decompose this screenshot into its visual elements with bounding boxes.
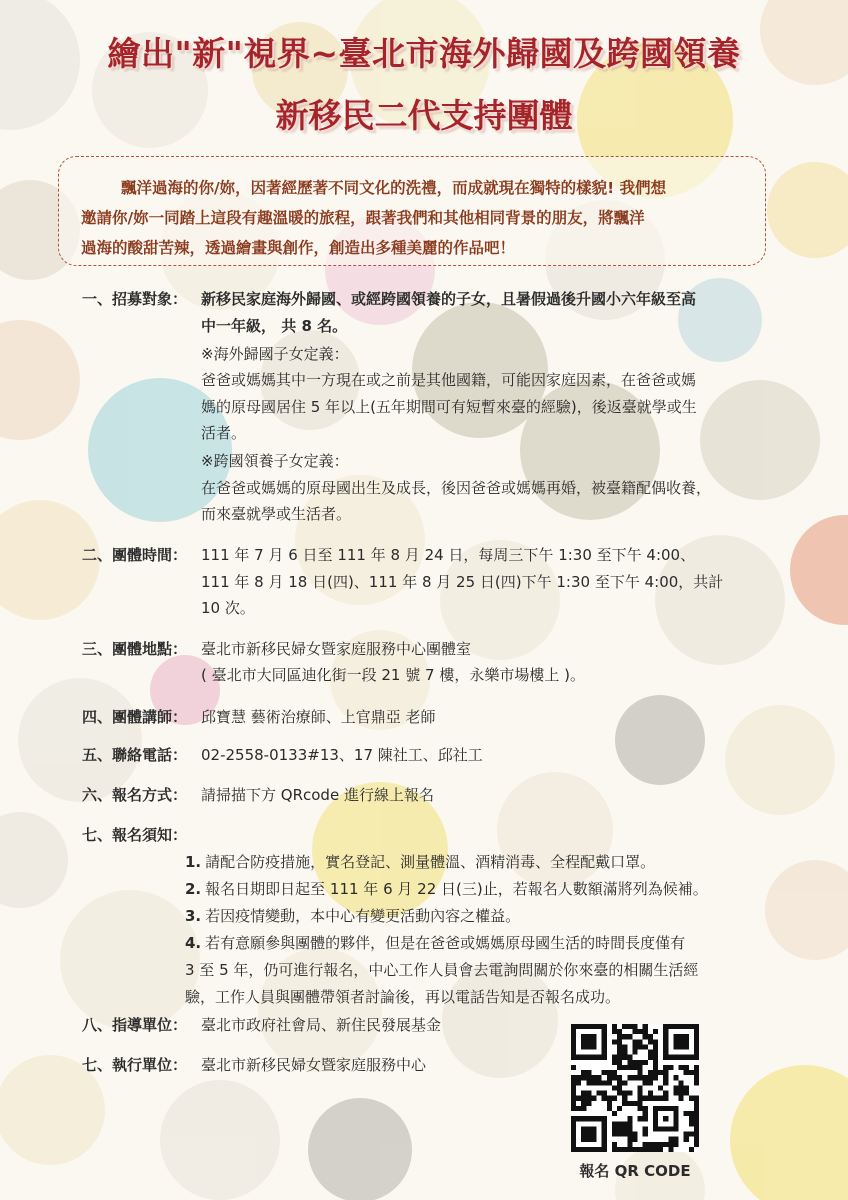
signup-value: 請掃描下方 QRcode 進行線上報名 <box>201 786 434 804</box>
time-line-2: 111 年 8 月 18 日(四)、111 年 8 月 25 日(四)下午 1:30 至下午 4:00，共計 <box>201 573 724 591</box>
intro-line-2: 邀請你/妳一同踏上這段有趣溫暖的旅程，跟著我們和其他相同背景的朋友，將飄洋 <box>81 209 645 227</box>
recruit-def1-line-1: 爸爸或媽媽其中一方現在或之前是其他國籍，可能因家庭因素，在爸爸或媽 <box>201 371 697 389</box>
notice-item-4: 4. 若有意願參與團體的夥伴，但是在爸爸或媽媽原母國生活的時間長度僅有 <box>185 934 686 952</box>
notice-item-2: 2. 報名日期即日起至 111 年 6 月 22 日(三)止，若報名人數額滿將列為候補。 <box>185 880 708 898</box>
recruit-def1-title: ※海外歸國子女定義： <box>201 345 349 363</box>
notice-item-4-line-3: 驗，工作人員與團體帶領者討論後，再以電話告知是否報名成功。 <box>185 988 621 1006</box>
lecturer-label: 四、團體講師： <box>82 708 188 726</box>
signup-label: 六、報名方式： <box>82 786 188 804</box>
lecturer-value: 邱寶慧 藝術治療師、上官鼎亞 老師 <box>201 708 436 726</box>
executor-label: 七、執行單位： <box>82 1056 188 1074</box>
recruit-def1-line-3: 活者。 <box>201 424 247 442</box>
recruit-label: 一、招募對象： <box>82 290 188 308</box>
phone-value: 02-2558-0133#13、17 陳社工、邱社工 <box>201 746 483 764</box>
page-subtitle: 新移民二代支持團體 <box>275 96 573 135</box>
notice-item-3: 3. 若因疫情變動，本中心有變更活動內容之權益。 <box>185 907 521 925</box>
time-line-3: 10 次。 <box>201 599 255 617</box>
page-title: 繪出"新"視界~臺北市海外歸國及跨國領養 <box>107 34 741 73</box>
intro-line-1: 飄洋過海的你/妳，因著經歷著不同文化的洗禮，而成就現在獨特的樣貌! 我們想 <box>121 179 667 197</box>
place-line-1: 臺北市新移民婦女暨家庭服務中心團體室 <box>201 640 472 658</box>
recruit-def2-line-1: 在爸爸或媽媽的原母國出生及成長，後因爸爸或媽媽再婚，被臺籍配偶收養， <box>201 479 712 497</box>
qr-code-icon[interactable] <box>571 1024 699 1152</box>
intro-line-3: 過海的酸甜苦辣，透過繪畫與創作，創造出多種美麗的作品吧！ <box>81 239 516 257</box>
qr-code-label: 報名 QR CODE <box>579 1162 691 1180</box>
guidance-label: 八、指導單位： <box>82 1016 188 1034</box>
intro-box <box>58 156 766 266</box>
recruit-line-2: 中一年級， 共 8 名。 <box>201 317 348 335</box>
place-label: 三、團體地點： <box>82 640 188 658</box>
notice-item-1: 1. 請配合防疫措施，實名登記、測量體溫、酒精消毒、全程配戴口罩。 <box>185 853 656 871</box>
time-line-1: 111 年 7 月 6 日至 111 年 8 月 24 日，每周三下午 1:30 至下午 4:00、 <box>201 546 696 564</box>
notice-label: 七、報名須知： <box>82 826 188 844</box>
notice-item-4-line-2: 3 至 5 年，仍可進行報名，中心工作人員會去電詢問關於你來臺的相關生活經 <box>185 961 699 979</box>
place-line-2: ( 臺北市大同區迪化街一段 21 號 7 樓，永樂市場樓上 )。 <box>201 666 585 684</box>
time-label: 二、團體時間： <box>82 546 188 564</box>
recruit-line-1: 新移民家庭海外歸國、或經跨國領養的子女，且暑假過後升國小六年級至高 <box>201 290 697 308</box>
recruit-def1-line-2: 媽的原母國居住 5 年以上(五年期間可有短暫來臺的經驗)，後返臺就學或生 <box>201 398 697 416</box>
guidance-value: 臺北市政府社會局、新住民發展基金 <box>201 1016 442 1034</box>
executor-value: 臺北市新移民婦女暨家庭服務中心 <box>201 1056 427 1074</box>
recruit-def2-line-2: 而來臺就學或生活者。 <box>201 505 352 523</box>
recruit-def2-title: ※跨國領養子女定義： <box>201 452 349 470</box>
phone-label: 五、聯絡電話： <box>82 746 188 764</box>
